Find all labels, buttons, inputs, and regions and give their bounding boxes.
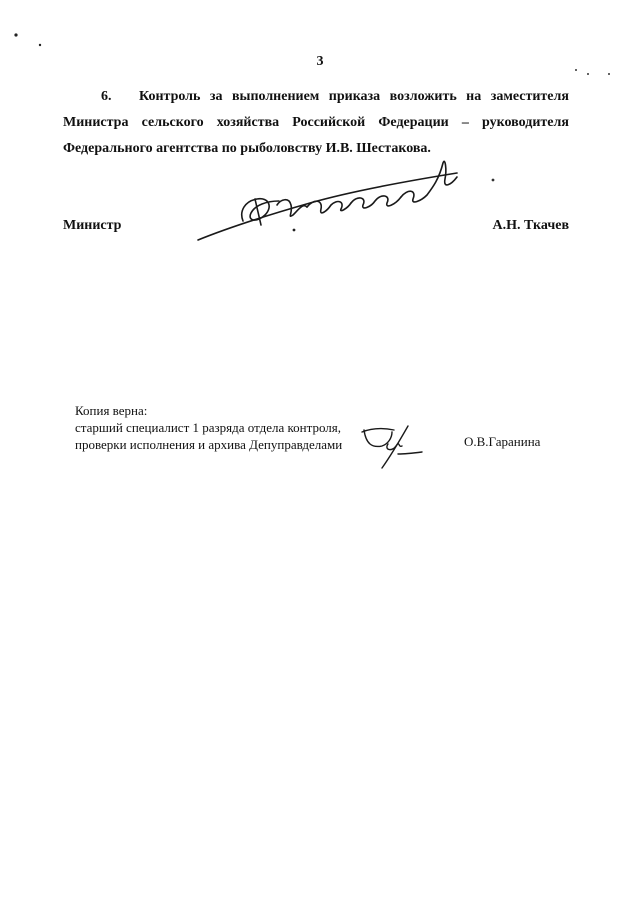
paragraph-word: Федерации	[378, 115, 449, 130]
paragraph-word: Российской	[292, 115, 366, 130]
paragraph-word: сельского	[141, 115, 204, 130]
copy-title: Копия верна:	[75, 403, 148, 418]
paragraph-word: заместителя	[490, 89, 569, 104]
minister-title: Министр	[63, 218, 122, 233]
paragraph-word: –	[461, 115, 469, 130]
paragraph-6	[63, 84, 569, 162]
paragraph-word: за	[209, 89, 223, 104]
paragraph-word: приказа	[328, 89, 381, 104]
paragraph-word: руководителя	[482, 115, 569, 130]
paragraph-line-2	[63, 110, 569, 136]
paragraph-line-1	[63, 84, 569, 110]
paragraph-word: выполнением	[231, 89, 320, 104]
page-number: 3	[316, 54, 324, 69]
paragraph-word: на	[466, 89, 482, 104]
signature-row	[63, 218, 569, 240]
clerk-signature	[358, 422, 428, 472]
paragraph-number: 6. Контроль	[101, 89, 201, 104]
minister-name: А.Н. Ткачев	[492, 218, 569, 233]
paragraph-word: Министра	[63, 115, 129, 130]
copy-position-line-1: старший специалист 1 разряда отдела контроля,	[75, 420, 341, 435]
paragraph-line-3: Федерального агентства по рыболовству И.В. Шестакова.	[63, 141, 431, 156]
paragraph-word: возложить	[389, 89, 457, 104]
copy-signer-name: О.В.Гаранина	[464, 434, 541, 449]
paragraph-word: хозяйства	[216, 115, 280, 130]
copy-position-line-2: проверки исполнения и архива Депуправделами	[75, 437, 343, 452]
